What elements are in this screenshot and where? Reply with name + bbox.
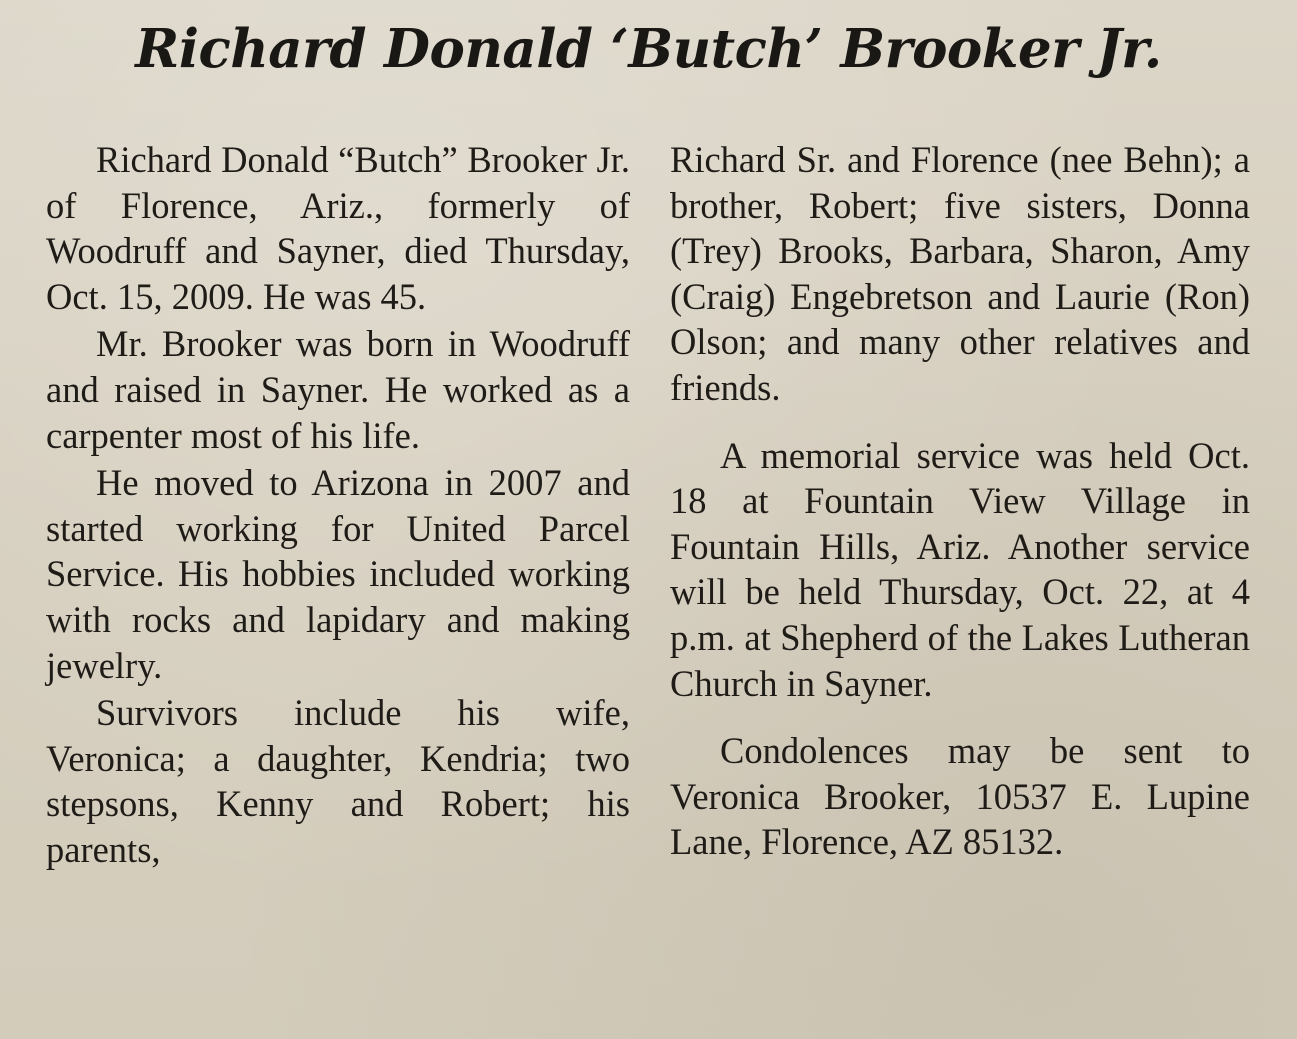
obituary-headline: Richard Donald ‘Butch’ Brooker Jr. — [135, 18, 1162, 80]
paragraph-early-life: Mr. Brooker was born in Woodruff and raised in Sayner. He worked as a carpenter most of his life. — [46, 323, 630, 456]
paragraph-condolences: Condolences may be sent to Veronica Brooker, 10537 E. Lupine Lane, Florence, AZ 85132. — [670, 730, 1250, 863]
left-column — [46, 137, 630, 873]
paragraph-death-notice: Richard Donald “Butch” Brooker Jr. of Florence, Ariz., formerly of Woodruff and Sayner, died Thursday, Oct. 15, 2009. He was 45. — [46, 139, 630, 317]
paragraph-services: A memorial service was held Oct. 18 at Fountain View Village in Fountain Hills, Ariz. Another service will be held Thursday, Oct. 22, at 4 p.m. at Shepherd of the Lakes Lutheran Church in Sayner. — [670, 434, 1250, 704]
paragraph-survivors-continued: Richard Sr. and Florence (nee Behn); a brother, Robert; five sisters, Donna (Trey) Brooks, Barbara, Sharon, Amy (Craig) Engebretson and Laurie (Ron) Olson; and many other relatives and friends. — [670, 139, 1250, 408]
paragraph-career-hobbies: He moved to Arizona in 2007 and started working for United Parcel Service. His hobbies included working with rocks and lapidary and making jewelry. — [46, 462, 630, 686]
right-column — [670, 137, 1250, 865]
paragraph-survivors-start: Survivors include his wife, Veronica; a daughter, Kendria; two stepsons, Kenny and Robert; his parents, — [46, 692, 630, 870]
